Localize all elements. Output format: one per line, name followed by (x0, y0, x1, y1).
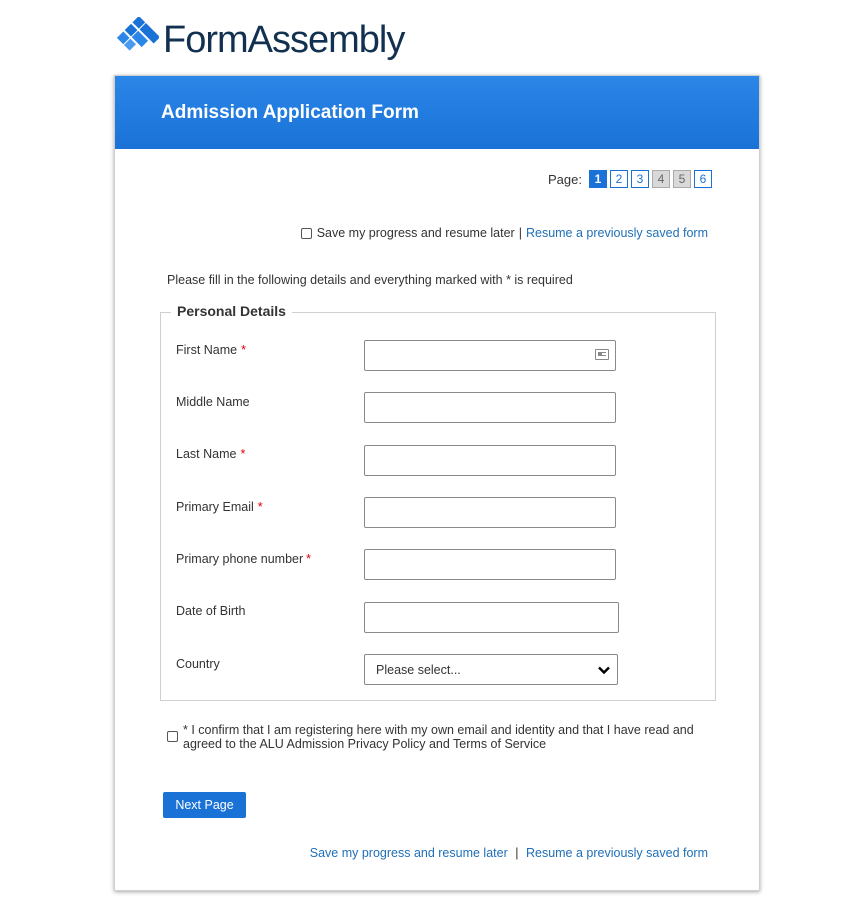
primary-email-input[interactable] (364, 497, 616, 528)
page-4-button: 4 (652, 170, 670, 188)
country-label: Country (176, 657, 220, 671)
form-header (115, 76, 759, 149)
intro-text: Please fill in the following details and everything marked with * is required (167, 273, 573, 287)
save-progress-row-bottom (310, 846, 708, 860)
required-marker: * (241, 343, 246, 357)
form-card (114, 75, 760, 891)
save-progress-checkbox[interactable] (301, 228, 312, 239)
country-select[interactable] (364, 654, 618, 685)
last-name-input[interactable] (364, 445, 616, 476)
save-progress-label[interactable]: Save my progress and resume later (316, 226, 515, 240)
middle-name-input[interactable] (364, 392, 616, 423)
save-progress-row-top (301, 226, 708, 240)
dob-label: Date of Birth (176, 604, 246, 618)
required-marker: * (306, 552, 312, 566)
phone-input[interactable] (364, 549, 616, 580)
middle-name-label: Middle Name (176, 395, 250, 409)
next-page-button[interactable]: Next Page (163, 792, 246, 818)
section-title: Personal Details (171, 303, 292, 319)
resume-saved-form-link[interactable]: Resume a previously saved form (525, 846, 708, 860)
page-5-button: 5 (673, 170, 691, 188)
page-1-button[interactable]: 1 (589, 170, 607, 188)
first-name-input[interactable] (364, 340, 616, 371)
personal-details-section (160, 303, 716, 701)
logo-text: FormAssembly (163, 18, 405, 61)
separator: | (518, 226, 522, 240)
save-progress-link[interactable]: Save my progress and resume later (309, 846, 508, 860)
form-title: Admission Application Form (161, 101, 419, 123)
page-navigator (548, 170, 712, 188)
formassembly-logo (113, 14, 404, 66)
page-6-button[interactable]: 6 (694, 170, 712, 188)
confirm-checkbox[interactable] (167, 731, 178, 742)
contact-card-icon[interactable] (595, 349, 609, 360)
page-label: Page: (548, 171, 582, 187)
resume-saved-form-link[interactable]: Resume a previously saved form (525, 226, 708, 240)
page-3-button[interactable]: 3 (631, 170, 649, 188)
page-2-button[interactable]: 2 (610, 170, 628, 188)
chevron-down-icon (597, 663, 611, 677)
separator: | (515, 846, 519, 860)
logo-mark-icon (113, 17, 159, 63)
required-marker: * (257, 500, 263, 514)
last-name-label: Last Name * (176, 447, 246, 461)
confirm-row (167, 723, 707, 751)
phone-label: Primary phone number * (176, 552, 312, 566)
confirm-label[interactable]: * I confirm that I am registering here with my own email and identity and that I have read and agreed to the ALU Admission Privacy Policy and Terms of Service (183, 723, 694, 751)
primary-email-label: Primary Email * (176, 500, 263, 514)
country-selected-value: Please select... (376, 662, 461, 677)
required-marker: * (240, 447, 246, 461)
first-name-label: First Name * (176, 343, 246, 357)
dob-input[interactable] (364, 602, 619, 633)
